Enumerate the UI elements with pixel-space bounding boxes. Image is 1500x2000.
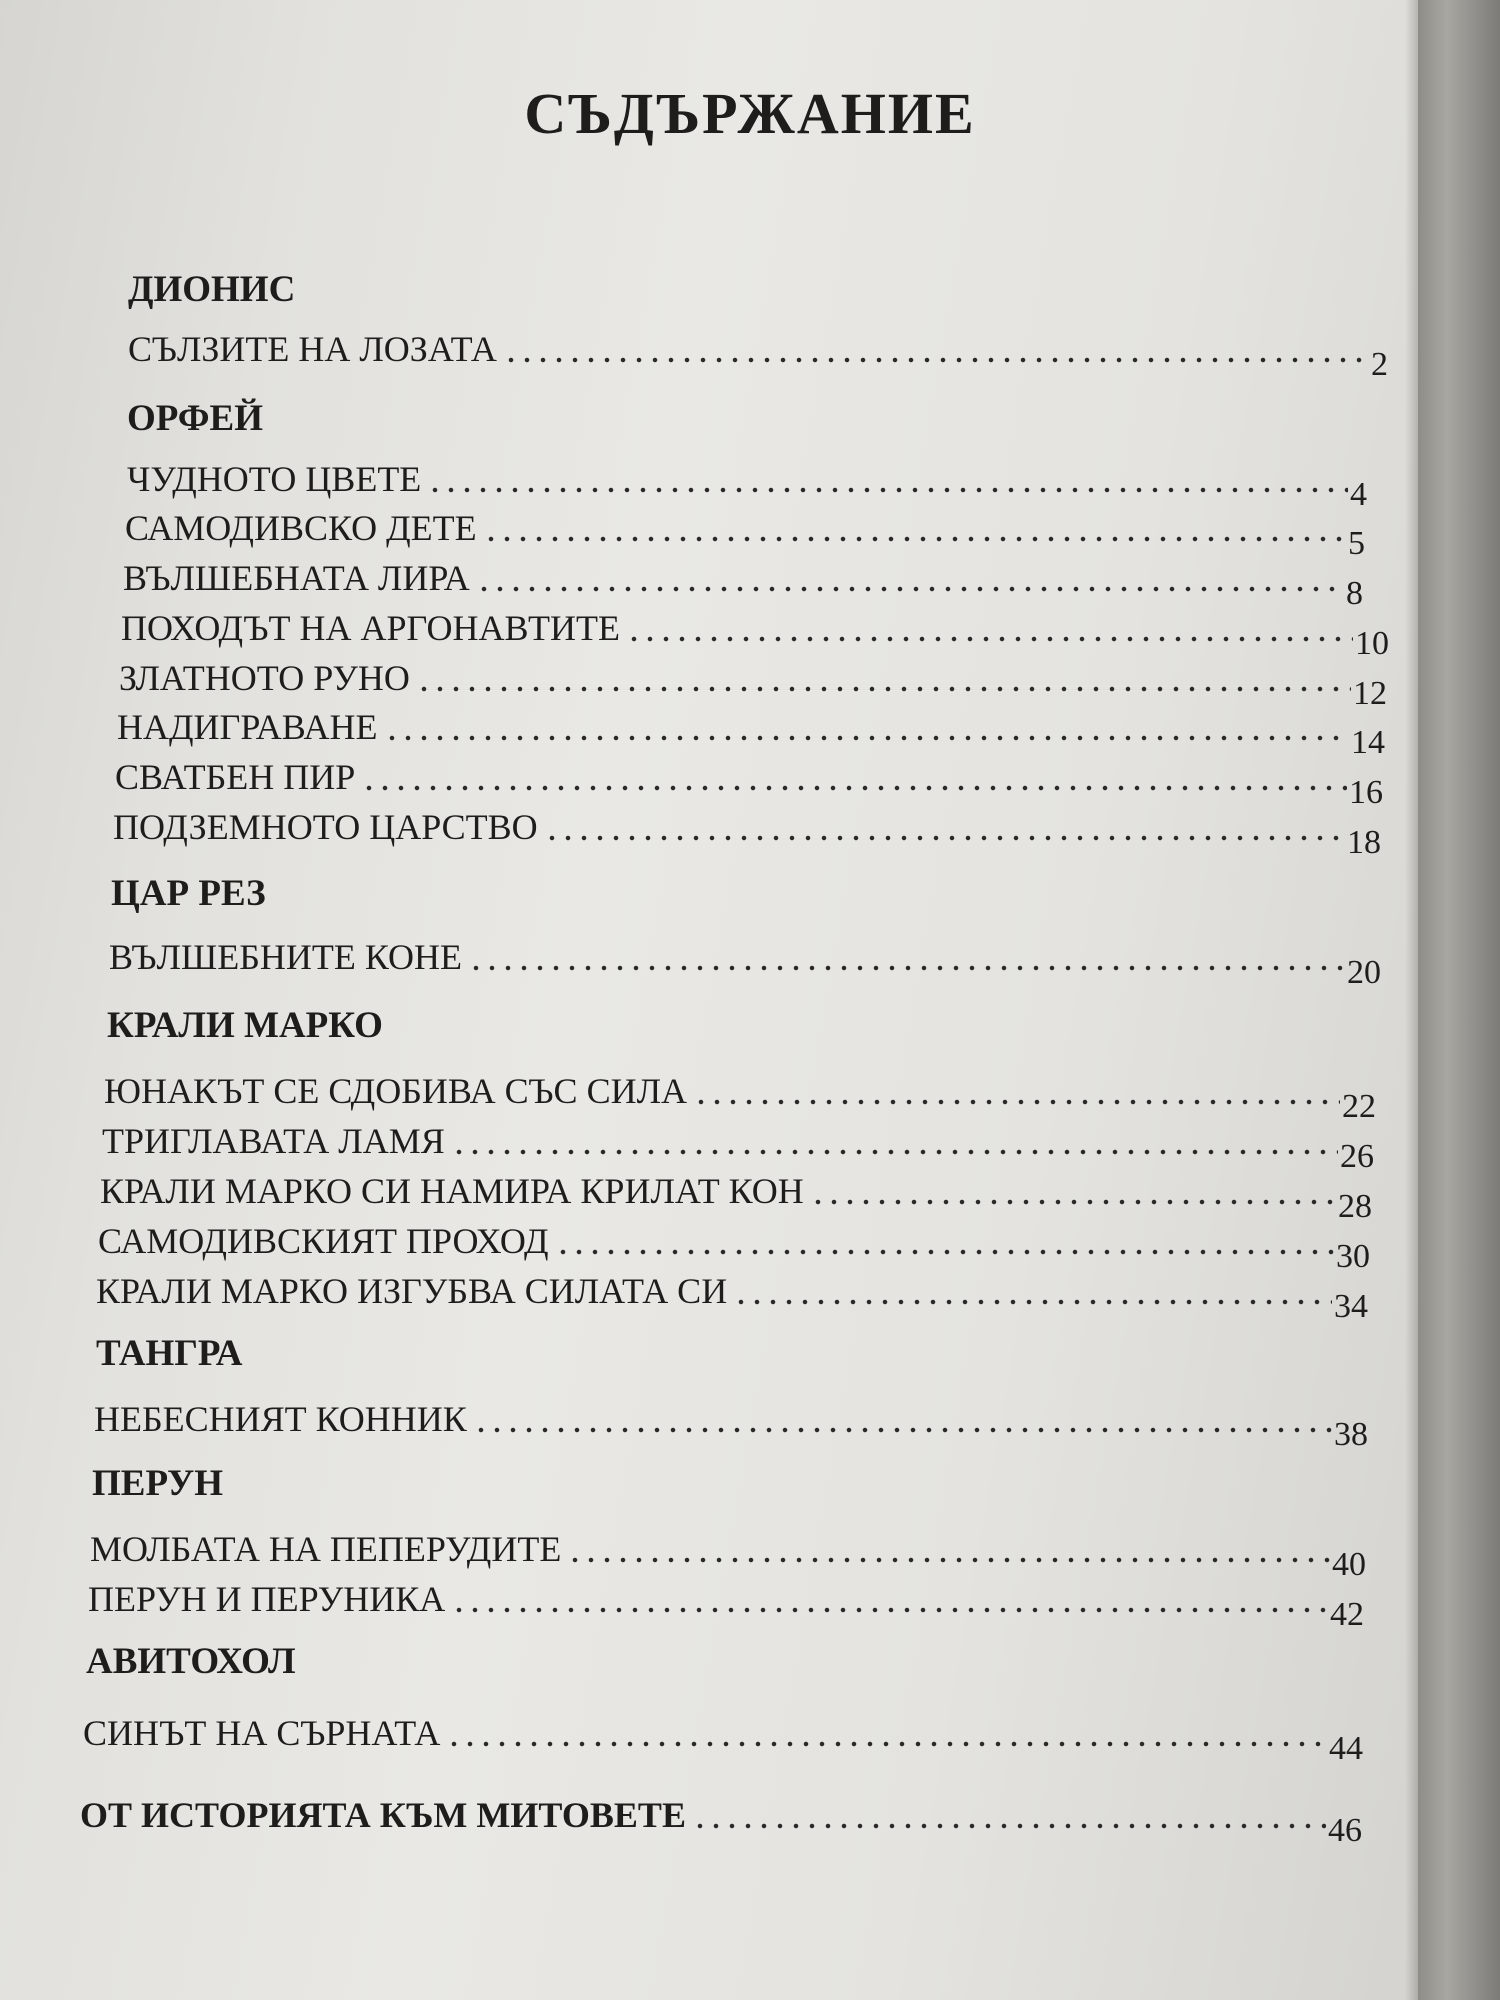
toc-entry[interactable] bbox=[96, 1268, 1368, 1325]
toc-entry[interactable] bbox=[119, 655, 1387, 712]
toc-entry[interactable] bbox=[90, 1526, 1366, 1583]
toc-entry[interactable] bbox=[123, 555, 1363, 612]
dot-leader bbox=[626, 635, 1353, 643]
toc-entry[interactable] bbox=[128, 326, 1388, 383]
toc-entry-page: 28 bbox=[1338, 1188, 1372, 1225]
toc-entry-title: СЪЛЗИТЕ НА ЛОЗАТА bbox=[128, 329, 497, 369]
toc-entry[interactable] bbox=[115, 754, 1383, 811]
toc-entry-title: ОТ ИСТОРИЯТА КЪМ МИТОВЕТЕ bbox=[80, 1795, 686, 1835]
toc-entry-title: САМОДИВСКИЯТ ПРОХОД bbox=[98, 1221, 549, 1261]
toc-entry[interactable] bbox=[125, 505, 1365, 562]
toc-entry[interactable] bbox=[109, 934, 1381, 991]
toc-entry-title: КРАЛИ МАРКО ИЗГУБВА СИЛАТА СИ bbox=[96, 1271, 728, 1311]
toc-entry[interactable] bbox=[100, 1168, 1372, 1225]
dot-leader bbox=[692, 1822, 1326, 1830]
toc-entry-title: СИНЪТ НА СЪРНАТА bbox=[83, 1713, 441, 1753]
section-heading-tangra: ТАНГРА bbox=[96, 1333, 243, 1374]
toc-entry-page: 4 bbox=[1350, 476, 1367, 513]
dot-leader bbox=[427, 486, 1348, 494]
toc-entry[interactable] bbox=[98, 1218, 1370, 1275]
toc-entry-page: 40 bbox=[1332, 1546, 1366, 1583]
toc-entry-title: НАДИГРАВАНЕ bbox=[117, 707, 378, 747]
section-heading-orfei: ОРФЕЙ bbox=[127, 398, 263, 439]
toc-entry-title: ПЕРУН И ПЕРУНИКА bbox=[88, 1579, 446, 1619]
toc-entry[interactable] bbox=[83, 1710, 1363, 1767]
toc-entry-page: 26 bbox=[1340, 1138, 1374, 1175]
dot-leader bbox=[384, 734, 1349, 742]
dot-leader bbox=[361, 784, 1347, 792]
dot-leader bbox=[733, 1298, 1332, 1306]
toc-entry-final[interactable] bbox=[80, 1792, 1362, 1849]
toc-entry-page: 46 bbox=[1328, 1812, 1362, 1849]
dot-leader bbox=[567, 1556, 1330, 1564]
toc-entry-page: 42 bbox=[1330, 1596, 1364, 1633]
toc-entry-page: 5 bbox=[1348, 525, 1365, 562]
toc-entry-page: 8 bbox=[1346, 575, 1363, 612]
toc-entry-page: 2 bbox=[1371, 346, 1388, 383]
section-heading-dionis: ДИОНИС bbox=[128, 269, 296, 310]
toc-entry-title: ВЪЛШЕБНАТА ЛИРА bbox=[123, 558, 470, 598]
toc-entry-title: ЧУДНОТО ЦВЕТЕ bbox=[127, 459, 422, 499]
toc-entry-page: 12 bbox=[1353, 675, 1387, 712]
toc-entry[interactable] bbox=[121, 605, 1389, 662]
toc-entry[interactable] bbox=[113, 804, 1381, 861]
toc-entry-page: 10 bbox=[1355, 625, 1389, 662]
toc-entry-page: 14 bbox=[1351, 724, 1385, 761]
dot-leader bbox=[451, 1606, 1328, 1614]
section-heading-krali-marko: КРАЛИ МАРКО bbox=[107, 1005, 383, 1046]
dot-leader bbox=[416, 685, 1351, 693]
dot-leader bbox=[810, 1198, 1336, 1206]
toc-entry[interactable] bbox=[104, 1068, 1376, 1125]
toc-entry-page: 34 bbox=[1334, 1288, 1368, 1325]
toc-entry-title: ЮНАКЪТ СЕ СДОБИВА СЪС СИЛА bbox=[104, 1071, 687, 1111]
section-heading-tsar-rez: ЦАР РЕЗ bbox=[111, 873, 266, 914]
toc-entry-title: ПОХОДЪТ НА АРГОНАВТИТЕ bbox=[121, 608, 620, 648]
toc-entry-title: ВЪЛШЕБНИТЕ КОНЕ bbox=[109, 937, 462, 977]
toc-entry-page: 20 bbox=[1347, 954, 1381, 991]
toc-entry[interactable] bbox=[102, 1118, 1374, 1175]
dot-leader bbox=[544, 834, 1345, 842]
toc-entry-page: 44 bbox=[1329, 1730, 1363, 1767]
toc-entry-page: 38 bbox=[1334, 1416, 1368, 1453]
dot-leader bbox=[473, 1426, 1332, 1434]
toc-entry-title: ПОДЗЕМНОТО ЦАРСТВО bbox=[113, 807, 538, 847]
dot-leader bbox=[446, 1740, 1327, 1748]
toc-entry[interactable] bbox=[94, 1396, 1368, 1453]
toc-entry[interactable] bbox=[117, 704, 1385, 761]
toc-entry[interactable] bbox=[127, 456, 1367, 513]
dot-leader bbox=[483, 535, 1346, 543]
toc-entry-page: 22 bbox=[1342, 1088, 1376, 1125]
dot-leader bbox=[503, 356, 1369, 364]
toc-entry[interactable] bbox=[88, 1576, 1364, 1633]
section-heading-avitohol: АВИТОХОЛ bbox=[86, 1641, 296, 1682]
dot-leader bbox=[468, 964, 1345, 972]
toc-entry-page: 30 bbox=[1336, 1238, 1370, 1275]
toc-entry-title: МОЛБАТА НА ПЕПЕРУДИТЕ bbox=[90, 1529, 562, 1569]
toc-entry-title: НЕБЕСНИЯТ КОННИК bbox=[94, 1399, 467, 1439]
dot-leader bbox=[555, 1248, 1334, 1256]
toc-entry-page: 18 bbox=[1347, 824, 1381, 861]
toc-entry-title: САМОДИВСКО ДЕТЕ bbox=[125, 508, 477, 548]
toc-entry-title: ТРИГЛАВАТА ЛАМЯ bbox=[102, 1121, 445, 1161]
toc-entry-title: СВАТБЕН ПИР bbox=[115, 757, 356, 797]
dot-leader bbox=[693, 1098, 1340, 1106]
toc-entry-page: 16 bbox=[1349, 774, 1383, 811]
dot-leader bbox=[476, 585, 1344, 593]
toc-entry-title: КРАЛИ МАРКО СИ НАМИРА КРИЛАТ КОН bbox=[100, 1171, 804, 1211]
page-title: СЪДЪРЖАНИЕ bbox=[524, 81, 976, 146]
toc-entry-title: ЗЛАТНОТО РУНО bbox=[119, 658, 410, 698]
section-heading-perun: ПЕРУН bbox=[92, 1463, 224, 1504]
dot-leader bbox=[451, 1148, 1338, 1156]
